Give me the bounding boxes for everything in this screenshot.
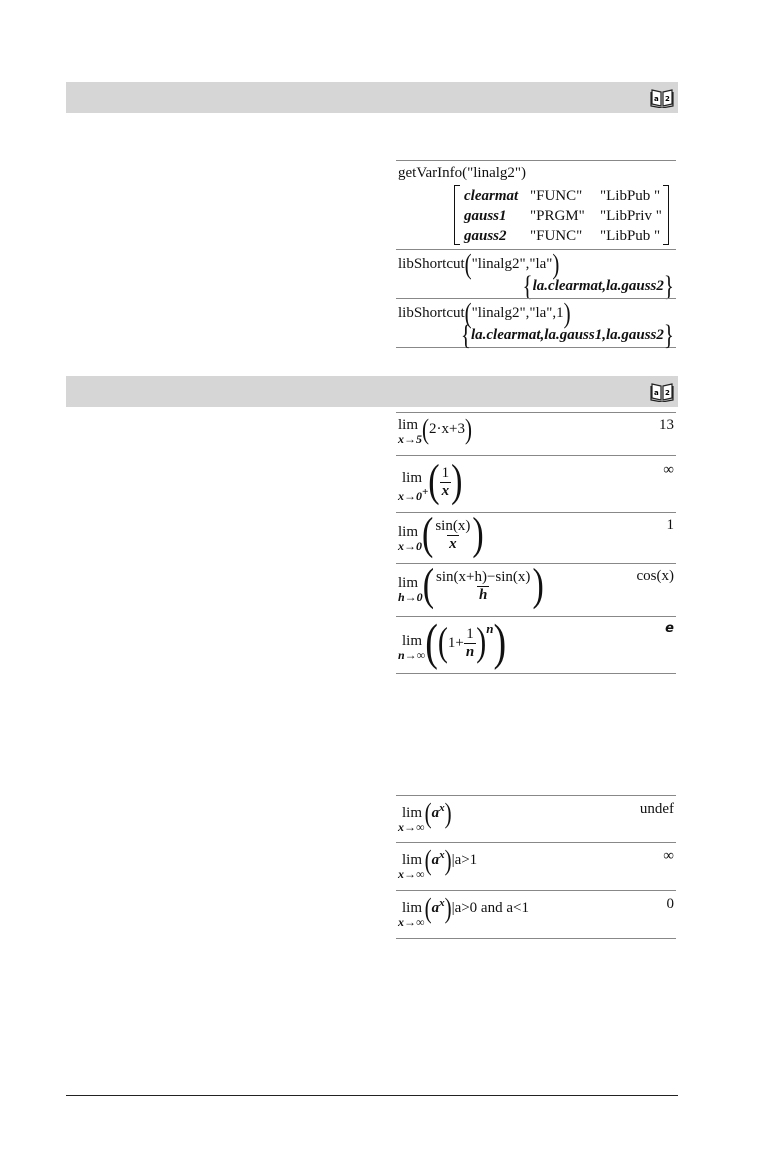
expression-input: lim x→∞ $(a^x)|a>1$ bbox=[398, 843, 478, 881]
base: a bbox=[431, 805, 440, 821]
matrix-cell: gauss2 bbox=[464, 228, 507, 244]
one-plus: 1+ bbox=[447, 634, 464, 651]
book-icon bbox=[650, 87, 674, 108]
lim-word: lim bbox=[402, 805, 423, 821]
example-row bbox=[396, 890, 676, 939]
svg-text:2: 2 bbox=[665, 389, 670, 397]
example-row bbox=[396, 247, 676, 303]
result-list: la.clearmat,la.gauss2 bbox=[532, 278, 664, 294]
result-matrix bbox=[454, 183, 669, 247]
expression-result: e bbox=[665, 621, 674, 636]
expression-result: 1 bbox=[666, 517, 674, 533]
lim-word: lim bbox=[398, 524, 419, 540]
example-row bbox=[396, 412, 676, 455]
lim-word: lim bbox=[402, 852, 423, 868]
lim-subscript-sign: + bbox=[422, 486, 429, 498]
book-icon bbox=[650, 381, 674, 402]
lim-subscript: x→∞ bbox=[398, 820, 425, 834]
expression-input: lim x→∞ $(a^x)|a>0$ and a<1 bbox=[398, 891, 529, 929]
expression-result: undef bbox=[639, 801, 674, 817]
base: a bbox=[431, 852, 440, 868]
matrix-cell: "PRGM" bbox=[530, 208, 585, 224]
condition: |a>1 bbox=[451, 852, 478, 868]
lim-word: lim bbox=[398, 417, 419, 433]
lim-word: lim bbox=[402, 900, 423, 916]
function-args: "linalg2","la",1 bbox=[471, 305, 564, 321]
matrix-cell: "FUNC" bbox=[530, 228, 583, 244]
expression-input: lim x→∞ $(a^x)$ bbox=[398, 796, 452, 834]
fraction: $\frac{\sin(x+h)-\sin(x)}{h}$ bbox=[436, 568, 531, 603]
lim-word: lim bbox=[398, 575, 419, 591]
base: a bbox=[431, 900, 440, 916]
example-row bbox=[396, 509, 676, 563]
exponent: x bbox=[439, 897, 445, 909]
function-name: libShortcut bbox=[398, 305, 465, 321]
expression-input: getVarInfo("linalg2") bbox=[398, 165, 527, 181]
lim-subscript: x→∞ bbox=[398, 867, 425, 881]
lim-subscript: n→∞ bbox=[398, 648, 426, 662]
lim-subscript: x→0 bbox=[398, 489, 422, 503]
example-row bbox=[396, 560, 676, 616]
matrix-cell: "LibPriv " bbox=[600, 208, 662, 224]
example-table-limits bbox=[396, 412, 676, 674]
example-row bbox=[396, 842, 676, 890]
example-row bbox=[396, 455, 676, 512]
example-table-getvarinfo bbox=[396, 160, 676, 352]
function-args: "linalg2","la" bbox=[471, 256, 553, 272]
lim-subscript: x→∞ bbox=[398, 915, 425, 929]
expression-result: ∞ bbox=[663, 462, 674, 478]
example-table-limits-a bbox=[396, 795, 676, 939]
footer-rule bbox=[66, 1095, 678, 1096]
exponent: x bbox=[439, 849, 445, 861]
section-header-bar bbox=[66, 82, 678, 113]
example-row bbox=[396, 795, 676, 842]
expression-result: ∞ bbox=[663, 848, 674, 864]
expression-input: lim x→0 ( $\frac{\sin(x)}{x}$ ) bbox=[398, 509, 484, 560]
expression-result: 13 bbox=[659, 417, 674, 433]
svg-text:a: a bbox=[654, 389, 659, 397]
expression-result: cos(x) bbox=[636, 568, 674, 584]
exponent: x bbox=[439, 802, 445, 814]
expression-input: libShortcut("linalg2","la",1) bbox=[398, 296, 571, 330]
limit-expression: 2·x+3 bbox=[429, 421, 465, 437]
matrix-cell: "LibPub " bbox=[600, 228, 661, 244]
fraction: $\frac{1}{n}$ bbox=[465, 625, 475, 660]
expression-result: {la.clearmat,la.gauss1,la.gauss2} bbox=[460, 318, 674, 352]
example-row bbox=[396, 616, 676, 674]
fraction: $\frac{\sin(x)}{x}$ bbox=[435, 517, 471, 552]
example-row bbox=[396, 296, 676, 352]
expression-result: {la.clearmat,la.gauss2} bbox=[522, 269, 674, 303]
lim-word: lim bbox=[402, 633, 423, 649]
svg-text:a: a bbox=[654, 95, 659, 103]
exponent: n bbox=[486, 621, 494, 636]
matrix-cell: gauss1 bbox=[464, 208, 507, 224]
lim-subscript: x→5 bbox=[398, 432, 422, 446]
lim-subscript: x→0 bbox=[398, 539, 422, 553]
lim-subscript: h→0 bbox=[398, 590, 423, 604]
svg-text:2: 2 bbox=[665, 95, 670, 103]
expression-input: lim n→∞ ( ( 1+ $\frac{1}{n}$ ) n ) bbox=[398, 614, 507, 672]
fraction: $\frac{1}{x}$ bbox=[441, 464, 450, 499]
matrix-cell: "LibPub " bbox=[600, 188, 661, 204]
example-row bbox=[396, 160, 676, 249]
expression-input: lim x→5 (2·x+3) bbox=[398, 412, 472, 446]
expression-input: libShortcut("linalg2","la") bbox=[398, 247, 560, 281]
condition: |a>0 and a<1 bbox=[451, 900, 529, 916]
result-list: la.clearmat,la.gauss1,la.gauss2 bbox=[470, 327, 664, 343]
matrix-cell: clearmat bbox=[464, 188, 519, 204]
expression-input: lim h→0 ( $\frac{\sin(x+h)-\sin(x)}{h}$ ) bbox=[398, 560, 544, 611]
function-name: libShortcut bbox=[398, 256, 465, 272]
expression-result: 0 bbox=[666, 896, 674, 912]
section-header-bar bbox=[66, 376, 678, 407]
lim-word: lim bbox=[402, 470, 423, 486]
expression-input: lim x→0+ ( $\frac{1}{x}$ ) bbox=[398, 456, 463, 507]
matrix-cell: "FUNC" bbox=[530, 188, 583, 204]
